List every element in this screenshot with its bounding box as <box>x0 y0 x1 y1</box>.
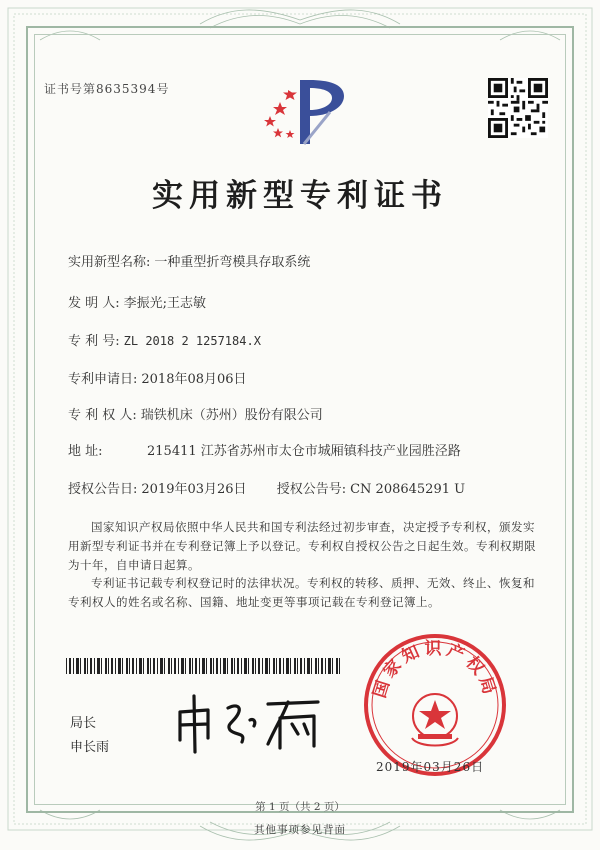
field-value: ZL 2018 2 1257184.X <box>123 334 261 348</box>
cnipa-logo-icon <box>258 72 358 152</box>
issue-date: 2019年03月26日 <box>376 760 485 774</box>
field-address <box>68 440 461 459</box>
signatory-role: 局长 <box>70 716 97 731</box>
grant-date-value: 2019年03月26日 <box>141 482 247 497</box>
field-value: 215411 江苏省苏州市太仓市城厢镇科技产业园胜泾路 <box>147 444 461 459</box>
field-value: 一种重型折弯模具存取系统 <box>154 255 311 270</box>
field-application-date <box>68 368 247 387</box>
statement-paragraph: 专利证书记载专利权登记时的法律状况。专利权的转移、质押、无效、终止、恢复和专利权人的姓名或名称、国籍、地址变更等事项记载在专利登记簿上。 <box>68 576 535 609</box>
seal-text: 国家知识产权局 <box>369 639 501 701</box>
grant-number-label: 授权公告号: <box>276 482 347 497</box>
page-indicator: 第 1 页（共 2 页） <box>255 801 345 813</box>
field-grant <box>68 478 465 497</box>
field-patentee <box>68 404 323 423</box>
statement-paragraph: 国家知识产权局依照中华人民共和国专利法经过初步审查，决定授予专利权，颁发实用新型专利证书并在专利登记簿上予以登记。专利权自授权公告之日起生效。专利权期限为十年，自申请日起算。 <box>68 520 536 572</box>
field-patent-number <box>68 330 261 349</box>
certificate-number: 证书号第8635394号 <box>44 82 170 96</box>
field-name <box>68 251 310 270</box>
signatory-name: 申长雨 <box>70 740 110 755</box>
field-value: 瑞铁机床（苏州）股份有限公司 <box>140 408 323 423</box>
certificate-title: 实用新型专利证书 <box>152 178 448 214</box>
barcode-icon <box>66 658 341 674</box>
field-label: 实用新型名称: <box>68 255 151 270</box>
grant-number-value: CN 208645291 U <box>350 482 466 497</box>
handwritten-signature <box>168 682 328 757</box>
field-label: 专利申请日: <box>68 372 138 387</box>
field-label: 专 利 号: <box>68 334 120 349</box>
field-label: 专 利 权 人: <box>68 408 137 423</box>
field-label: 地 址: <box>68 444 103 459</box>
field-label: 发 明 人: <box>68 296 120 311</box>
grant-date-label: 授权公告日: <box>68 482 138 497</box>
field-inventors <box>68 292 206 311</box>
field-value: 李振光;王志敏 <box>123 296 207 311</box>
footer-note: 其他事项参见背面 <box>254 824 346 836</box>
qr-code-icon <box>488 78 548 138</box>
field-value: 2018年08月06日 <box>141 372 247 387</box>
